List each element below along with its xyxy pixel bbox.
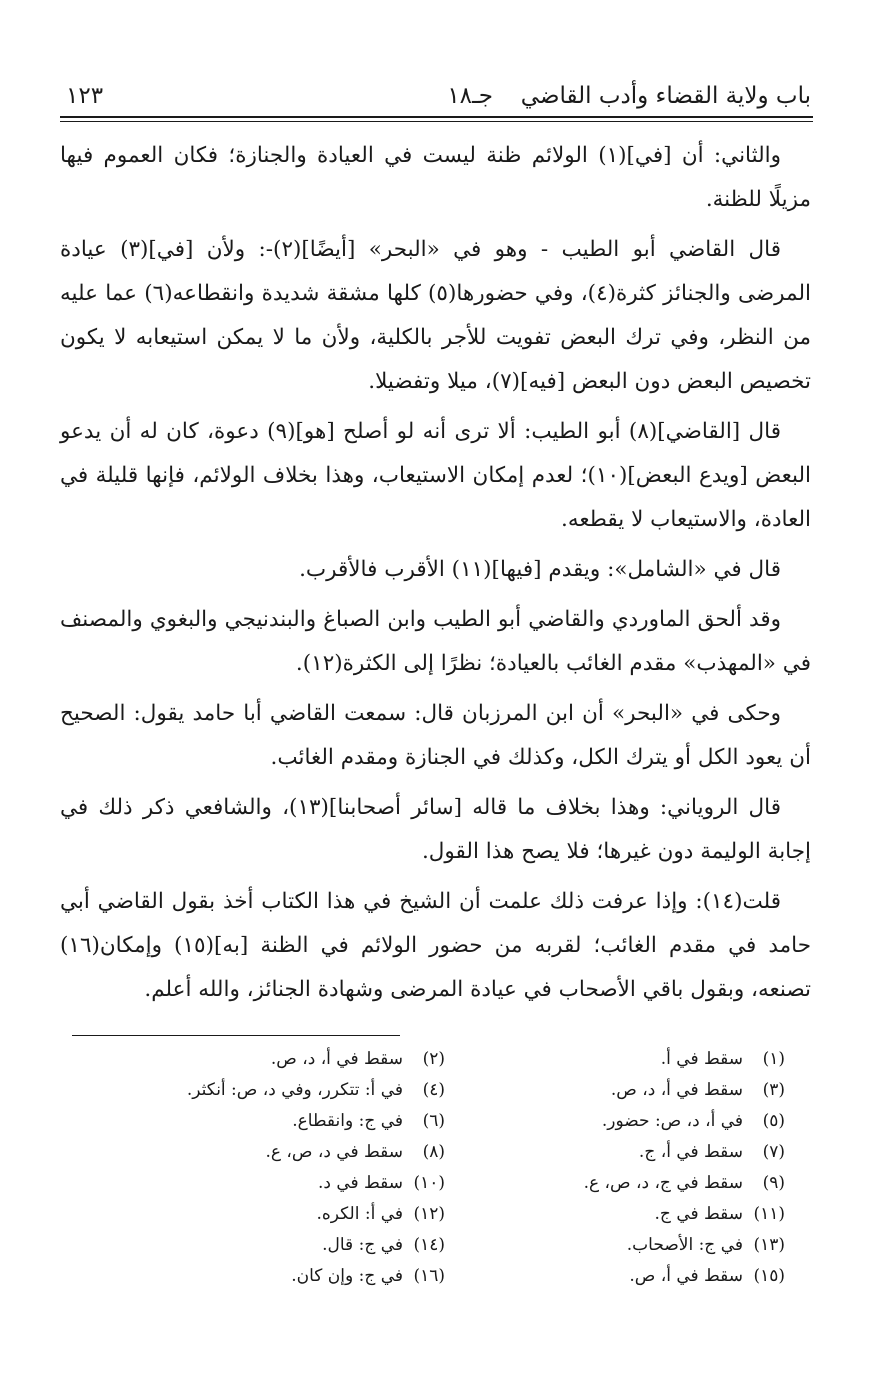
footnote bbox=[85, 1168, 445, 1199]
footnote bbox=[425, 1044, 785, 1075]
footnote-text: سقط في أ، ص. bbox=[629, 1266, 743, 1286]
footnote bbox=[85, 1261, 445, 1292]
header-rule-thick bbox=[60, 116, 813, 118]
footnote-text: في أ: تتكرر، وفي د، ص: أنكثر. bbox=[186, 1080, 403, 1100]
footnote-number: (٥) bbox=[762, 1111, 785, 1131]
footnote-text: سقط في أ، د، ص. bbox=[610, 1080, 743, 1100]
footnote-text: سقط في د، ص، ع. bbox=[265, 1142, 403, 1162]
footnote bbox=[85, 1106, 445, 1137]
footnote bbox=[425, 1199, 785, 1230]
footnote-number: (١٣) bbox=[753, 1235, 785, 1255]
footnote-number: (٦) bbox=[422, 1111, 445, 1131]
footnote-number: (١١) bbox=[753, 1204, 785, 1224]
paragraph: قال القاضي أبو الطيب - وهو في «البحر» [أيضًا](٢)-: ولأن [في](٣) عيادة المرضى والجنائز كثرة(٤)، وفي حضورها(٥) كلها مشقة شديدة وانقطاعه(٦) عما عليه من النظر، وفي ترك البعض تفويت للأجر بالكلية، ولأن ما لا يمكن استيعابه لا يكون تخصيص البعض دون البعض [فيه](٧)، ميلا وتفضيلا. bbox=[60, 237, 811, 394]
chapter-title: باب ولاية القضاء وأدب القاضي bbox=[520, 83, 811, 109]
footnote bbox=[85, 1075, 445, 1106]
running-head bbox=[62, 78, 811, 114]
footnote bbox=[85, 1044, 445, 1075]
page-number: ١٢٣ bbox=[66, 83, 104, 109]
paragraph: وحكى في «البحر» أن ابن المرزبان قال: سمعت القاضي أبا حامد يقول: الصحيح أن يعود الكل أو يترك الكل، وكذلك في الجنازة ومقدم الغائب. bbox=[60, 701, 811, 770]
footnote-text: في ج: قال. bbox=[322, 1235, 403, 1255]
footnote-number: (١٦) bbox=[413, 1266, 445, 1286]
paragraph: والثاني: أن [في](١) الولائم ظنة ليست في العيادة والجنازة؛ فكان العموم فيها مزيلًا للظنة. bbox=[60, 143, 811, 212]
paragraph: قال [القاضي](٨) أبو الطيب: ألا ترى أنه لو أصلح [هو](٩) دعوة، كان له أن يدعو البعض [ويدع البعض](١٠)؛ لعدم إمكان الاستيعاب، وهذا بخلاف الولائم، فإنها قليلة في العادة، والاستيعاب لا يقطعه. bbox=[60, 419, 811, 532]
footnote-text: في ج: الأصحاب. bbox=[626, 1235, 743, 1255]
footnote bbox=[85, 1137, 445, 1168]
paragraph: قال في «الشامل»: ويقدم [فيها](١١) الأقرب فالأقرب. bbox=[299, 557, 781, 582]
footnote bbox=[425, 1137, 785, 1168]
footnote-number: (٩) bbox=[762, 1173, 785, 1193]
footnote-text: سقط في د. bbox=[317, 1173, 403, 1193]
footnote-text: سقط في ج. bbox=[654, 1204, 743, 1224]
footnote-text: في ج: وإن كان. bbox=[291, 1266, 403, 1286]
footnotes-column-left bbox=[85, 1044, 445, 1292]
footnote bbox=[85, 1199, 445, 1230]
paragraph: وقد ألحق الماوردي والقاضي أبو الطيب وابن الصباغ والبندنيجي والبغوي والمصنف في «المهذب» مقدم الغائب بالعيادة؛ نظرًا إلى الكثرة(١٢). bbox=[60, 607, 811, 676]
footnote bbox=[85, 1230, 445, 1261]
footnote-separator bbox=[72, 1035, 400, 1036]
footnote-number: (١٠) bbox=[413, 1173, 445, 1193]
main-text bbox=[60, 134, 811, 1018]
volume-number: جـ١٨ bbox=[447, 83, 493, 109]
footnote bbox=[425, 1075, 785, 1106]
paragraph: قال الروياني: وهذا بخلاف ما قاله [سائر أصحابنا](١٣)، والشافعي ذكر ذلك في إجابة الوليمة دون غيرها؛ فلا يصح هذا القول. bbox=[60, 795, 811, 864]
footnote-text: سقط في أ، د، ص. bbox=[270, 1049, 403, 1069]
paragraph: قلت(١٤): وإذا عرفت ذلك علمت أن الشيخ في هذا الكتاب أخذ بقول القاضي أبي حامد في مقدم الغائب؛ لقربه من حضور الولائم في الظنة [به](١٥) وإمكان(١٦) تصنعه، وبقول باقي الأصحاب في عيادة المرضى وشهادة الجنائز، والله أعلم. bbox=[60, 889, 811, 1002]
footnote-number: (٢) bbox=[422, 1049, 445, 1069]
footnote-number: (١٥) bbox=[753, 1266, 785, 1286]
header-rule-thin bbox=[60, 121, 813, 122]
footnote-number: (١٢) bbox=[413, 1204, 445, 1224]
footnotes-column-right bbox=[425, 1044, 785, 1292]
footnote-text: في أ، د، ص: حضور. bbox=[601, 1111, 743, 1131]
footnote-text: سقط في أ. bbox=[660, 1049, 743, 1069]
footnote-number: (٣) bbox=[762, 1080, 785, 1100]
footnote-number: (٨) bbox=[422, 1142, 445, 1162]
footnote bbox=[425, 1106, 785, 1137]
footnote-text: في ج: وانقطاع. bbox=[292, 1111, 403, 1131]
footnote-text: سقط في أ، ج. bbox=[638, 1142, 743, 1162]
footnote bbox=[425, 1168, 785, 1199]
footnote bbox=[425, 1230, 785, 1261]
footnote-number: (١) bbox=[762, 1049, 785, 1069]
footnote-text: سقط في ج، د، ص، ع. bbox=[583, 1173, 743, 1193]
footnote-number: (١٤) bbox=[413, 1235, 445, 1255]
footnote-text: في أ: الكره. bbox=[316, 1204, 403, 1224]
footnote-number: (٤) bbox=[422, 1080, 445, 1100]
footnote bbox=[425, 1261, 785, 1292]
footnote-number: (٧) bbox=[762, 1142, 785, 1162]
